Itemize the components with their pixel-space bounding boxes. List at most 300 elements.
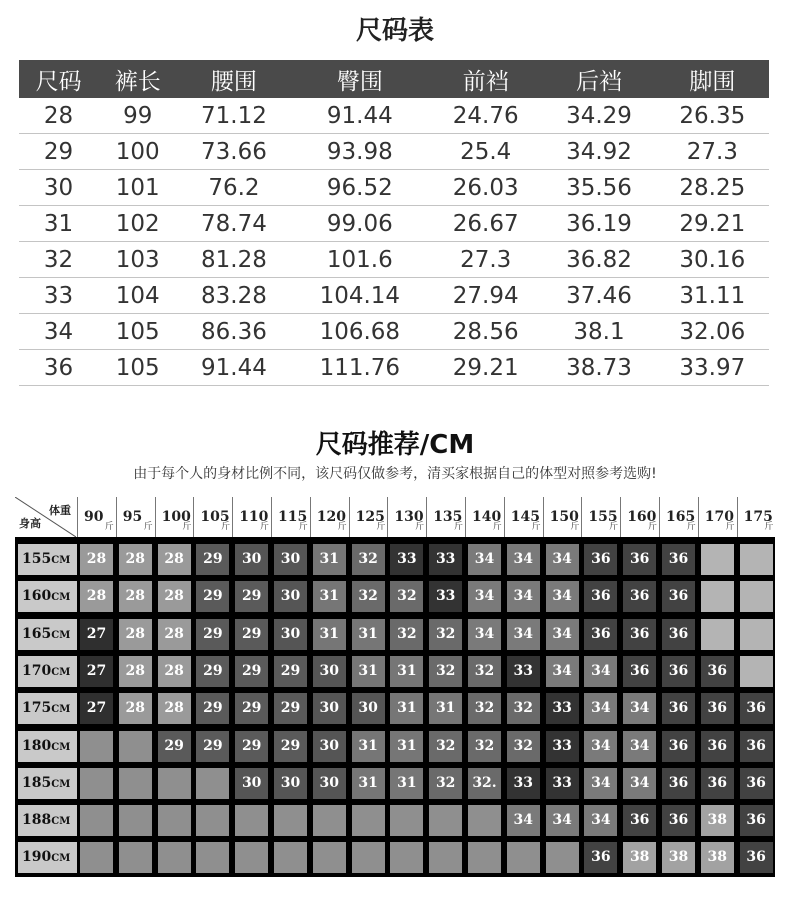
table-cell: 105 [98,350,177,386]
empty-cell [313,842,346,873]
size-cell: 30 [274,581,307,612]
size-cell: 32 [352,544,385,575]
empty-cell [429,842,462,873]
height-unit: CM [51,629,71,641]
empty-cell [274,842,307,873]
size-cell: 32. [468,768,501,799]
size-cell: 28 [119,544,152,575]
empty-cell [274,805,307,836]
size-cell: 36 [623,544,656,575]
table-cell: 29.21 [429,350,542,386]
table-cell: 36 [19,350,98,386]
height-value: 180 [22,737,52,754]
table-cell: 28.56 [429,314,542,350]
size-cell: 29 [158,731,191,762]
height-unit: CM [51,704,71,716]
size-cell: 30 [235,768,268,799]
size-cell: 28 [80,581,113,612]
size-cell: 34 [468,619,501,650]
table-cell: 33.97 [656,350,769,386]
weight-unit: 斤 [376,522,386,532]
weight-header-cell [310,497,349,537]
table-cell: 106.68 [291,314,429,350]
weight-value: 90 [84,509,104,525]
empty-cell [701,544,734,575]
weight-value: 135 [433,509,463,525]
size-cell: 30 [274,544,307,575]
weight-unit: 斤 [647,522,657,532]
empty-cell [119,805,152,836]
size-cell: 34 [623,693,656,724]
empty-cell [740,581,773,612]
table-cell: 91.44 [177,350,290,386]
table-cell: 31 [19,206,98,242]
size-cell: 38 [662,842,695,873]
table-row [19,98,769,134]
height-row [15,619,775,650]
size-cell: 28 [158,619,191,650]
size-cell: 34 [546,581,579,612]
size-cell: 28 [119,581,152,612]
size-cell: 36 [584,581,617,612]
empty-cell [701,581,734,612]
table-row [19,350,769,386]
height-value: 185 [22,774,52,791]
table-cell: 32.06 [656,314,769,350]
table-cell: 38.1 [542,314,655,350]
table-row [19,206,769,242]
table-cell: 27.3 [656,134,769,170]
empty-cell [429,805,462,836]
height-unit: CM [51,592,71,604]
size-cell: 34 [584,805,617,836]
size-cell: 36 [662,581,695,612]
header-hip: 臀围 [291,60,429,98]
size-cell: 29 [196,656,229,687]
weight-value: 155 [588,509,618,525]
height-value: 190 [22,849,52,866]
table-cell: 28.25 [656,170,769,206]
size-cell: 31 [429,693,462,724]
size-cell: 36 [662,619,695,650]
empty-cell [390,842,423,873]
header-back-rise: 后裆 [542,60,655,98]
weight-unit: 斤 [725,522,735,532]
corner-weight-label: 体重 [49,504,71,517]
table-cell: 27.94 [429,278,542,314]
height-value: 188 [22,812,52,829]
size-cell: 34 [468,544,501,575]
empty-cell [158,805,191,836]
size-recommend-grid [15,497,775,877]
table-cell: 31.11 [656,278,769,314]
weight-value: 110 [239,509,269,525]
size-cell: 32 [507,693,540,724]
size-cell: 32 [429,619,462,650]
table-cell: 103 [98,242,177,278]
size-cell: 33 [429,544,462,575]
table-cell: 29 [19,134,98,170]
size-cell: 32 [390,581,423,612]
empty-cell [740,544,773,575]
table-cell: 104.14 [291,278,429,314]
table-cell: 29.21 [656,206,769,242]
table-row [19,242,769,278]
size-cell: 31 [352,768,385,799]
recommend-title: 尺码推荐/CM [315,430,475,460]
height-row [15,731,775,762]
size-cell: 36 [740,693,773,724]
height-row [15,693,775,724]
size-cell: 29 [196,731,229,762]
table-cell: 86.36 [177,314,290,350]
weight-header-cell [232,497,271,537]
table-cell: 25.4 [429,134,542,170]
size-cell: 30 [274,619,307,650]
size-cell: 33 [429,581,462,612]
height-label [18,731,77,762]
size-cell: 32 [352,581,385,612]
size-cell: 33 [546,768,579,799]
height-label [18,768,77,799]
size-cell: 36 [740,842,773,873]
size-cell: 32 [429,731,462,762]
height-label [18,842,77,873]
size-cell: 36 [662,805,695,836]
size-cell: 29 [274,693,307,724]
size-cell: 28 [119,656,152,687]
weight-unit: 斤 [415,522,425,532]
empty-cell [80,731,113,762]
empty-cell [196,842,229,873]
height-value: 165 [22,625,52,642]
size-cell: 32 [507,731,540,762]
header-size: 尺码 [19,60,98,98]
empty-cell [119,731,152,762]
weight-header-cell [659,497,698,537]
weight-value: 165 [666,509,696,525]
empty-cell [313,805,346,836]
weight-value: 115 [278,509,308,525]
grid-corner [15,497,76,537]
size-cell: 29 [235,693,268,724]
size-chart-body [19,98,769,386]
weight-header-cell [698,497,737,537]
size-cell: 34 [584,731,617,762]
size-cell: 30 [274,768,307,799]
table-cell: 38.73 [542,350,655,386]
height-unit: CM [51,853,71,865]
table-cell: 81.28 [177,242,290,278]
table-cell: 34.29 [542,98,655,134]
size-cell: 31 [390,768,423,799]
weight-unit: 斤 [764,522,774,532]
size-cell: 32 [468,693,501,724]
table-cell: 36.82 [542,242,655,278]
size-cell: 34 [584,768,617,799]
height-label [18,581,77,612]
weight-unit: 斤 [259,522,269,532]
table-cell: 28 [19,98,98,134]
size-cell: 36 [701,768,734,799]
weight-unit: 斤 [686,522,696,532]
size-cell: 29 [196,693,229,724]
table-cell: 104 [98,278,177,314]
height-label [18,805,77,836]
weight-header-cell [543,497,582,537]
empty-cell [468,805,501,836]
weight-header-cell [465,497,504,537]
table-cell: 26.67 [429,206,542,242]
size-cell: 34 [584,693,617,724]
table-cell: 35.56 [542,170,655,206]
size-cell: 30 [313,693,346,724]
size-cell: 30 [235,544,268,575]
size-cell: 30 [313,768,346,799]
weight-unit: 斤 [337,522,347,532]
empty-cell [235,842,268,873]
size-cell: 38 [701,842,734,873]
empty-cell [235,805,268,836]
size-cell: 31 [390,656,423,687]
size-cell: 34 [507,805,540,836]
weight-value: 125 [355,509,385,525]
weight-value: 175 [743,509,773,525]
height-value: 170 [22,662,52,679]
size-cell: 32 [429,768,462,799]
table-cell: 37.46 [542,278,655,314]
weight-value: 100 [161,509,191,525]
size-cell: 36 [584,544,617,575]
size-cell: 29 [274,656,307,687]
height-row [15,768,775,799]
empty-cell [507,842,540,873]
size-cell: 32 [468,731,501,762]
size-cell: 27 [80,619,113,650]
empty-cell [701,619,734,650]
size-cell: 31 [352,619,385,650]
size-cell: 34 [546,619,579,650]
weight-unit: 斤 [143,522,153,532]
weight-unit: 斤 [570,522,580,532]
size-cell: 28 [80,544,113,575]
height-unit: CM [51,741,71,753]
table-cell: 27.3 [429,242,542,278]
height-row [15,656,775,687]
table-row [19,314,769,350]
size-cell: 32 [468,656,501,687]
size-cell: 36 [623,656,656,687]
empty-cell [546,842,579,873]
empty-cell [196,768,229,799]
size-cell: 27 [80,656,113,687]
size-cell: 31 [390,693,423,724]
height-value: 160 [22,588,52,605]
table-cell: 33 [19,278,98,314]
table-cell: 32 [19,242,98,278]
height-row [15,805,775,836]
size-cell: 29 [235,731,268,762]
size-cell: 36 [662,656,695,687]
header-leg-opening: 脚围 [656,60,769,98]
empty-cell [158,768,191,799]
table-cell: 78.74 [177,206,290,242]
table-cell: 34.92 [542,134,655,170]
weight-header-cell [77,497,116,537]
weight-header-cell [737,497,776,537]
header-front-rise: 前裆 [429,60,542,98]
table-cell: 102 [98,206,177,242]
size-cell: 28 [158,656,191,687]
table-cell: 96.52 [291,170,429,206]
header-waist: 腰围 [177,60,290,98]
table-cell: 111.76 [291,350,429,386]
empty-cell [158,842,191,873]
height-unit: CM [51,555,71,566]
table-row [19,278,769,314]
height-unit: CM [51,666,71,678]
weight-unit: 斤 [531,522,541,532]
size-cell: 36 [701,731,734,762]
table-cell: 36.19 [542,206,655,242]
size-cell: 31 [390,731,423,762]
table-cell: 26.03 [429,170,542,206]
weight-value: 105 [200,509,230,525]
size-cell: 34 [546,656,579,687]
weight-unit: 斤 [298,522,308,532]
weight-header-row [15,497,775,537]
weight-unit: 斤 [453,522,463,532]
height-label [18,693,77,724]
empty-cell [196,805,229,836]
size-cell: 30 [313,656,346,687]
size-cell: 34 [546,544,579,575]
size-cell: 29 [196,544,229,575]
size-cell: 36 [662,693,695,724]
empty-cell [119,842,152,873]
size-cell: 34 [623,731,656,762]
weight-unit: 斤 [221,522,231,532]
size-cell: 36 [701,656,734,687]
height-label [18,619,77,650]
size-cell: 28 [158,544,191,575]
weight-value: 160 [627,509,657,525]
height-label [18,544,77,575]
weight-unit: 斤 [492,522,502,532]
empty-cell [119,768,152,799]
corner-height-label: 身高 [19,517,41,530]
size-cell: 29 [196,619,229,650]
size-cell: 36 [701,693,734,724]
table-cell: 34 [19,314,98,350]
weight-unit: 斤 [182,522,192,532]
size-cell: 27 [80,693,113,724]
weight-header-cell [504,497,543,537]
size-chart-title: 尺码表 [355,16,434,46]
weight-value: 150 [549,509,579,525]
weight-value: 120 [316,509,347,525]
table-cell: 30.16 [656,242,769,278]
size-cell: 34 [507,544,540,575]
table-cell: 101.6 [291,242,429,278]
height-value: 175 [22,700,52,717]
size-cell: 36 [584,619,617,650]
height-value: 155 [22,551,52,567]
weight-value: 130 [394,509,424,525]
size-cell: 36 [662,768,695,799]
size-cell: 29 [235,619,268,650]
empty-cell [740,656,773,687]
table-cell: 101 [98,170,177,206]
table-cell: 24.76 [429,98,542,134]
table-row [19,134,769,170]
size-cell: 36 [623,805,656,836]
empty-cell [352,842,385,873]
height-row [15,544,775,575]
size-chart-header-row [19,60,769,98]
size-cell: 36 [662,731,695,762]
table-cell: 26.35 [656,98,769,134]
weight-header-cell [349,497,388,537]
size-cell: 29 [235,656,268,687]
size-cell: 34 [507,619,540,650]
table-cell: 99.06 [291,206,429,242]
size-cell: 34 [468,581,501,612]
size-cell: 36 [740,805,773,836]
size-cell: 30 [352,693,385,724]
size-cell: 34 [507,581,540,612]
weight-header-cell [426,497,465,537]
size-cell: 36 [740,768,773,799]
table-cell: 73.66 [177,134,290,170]
weight-unit: 斤 [104,522,114,532]
size-cell: 31 [313,581,346,612]
size-cell: 38 [701,805,734,836]
weight-unit: 斤 [609,522,619,532]
height-unit: CM [51,816,71,828]
weight-header-cell [581,497,620,537]
weight-value: 140 [472,509,502,525]
size-cell: 31 [352,731,385,762]
size-cell: 38 [623,842,656,873]
empty-cell [80,768,113,799]
size-cell: 33 [546,693,579,724]
recommend-note: 由于每个人的身材比例不同，该尺码仅做参考，清买家根据自己的体型对照参考选购! [133,466,657,482]
size-cell: 36 [623,619,656,650]
height-unit: CM [51,778,71,790]
size-cell: 36 [623,581,656,612]
size-cell: 36 [584,842,617,873]
header-length: 裤长 [98,60,177,98]
table-cell: 99 [98,98,177,134]
weight-header-cell [387,497,426,537]
size-cell: 29 [274,731,307,762]
table-cell: 30 [19,170,98,206]
weight-value: 170 [704,509,735,525]
height-label [18,656,77,687]
height-row [15,581,775,612]
table-cell: 100 [98,134,177,170]
size-cell: 36 [740,731,773,762]
table-cell: 93.98 [291,134,429,170]
size-cell: 33 [546,731,579,762]
weight-header-cell [193,497,232,537]
table-cell: 83.28 [177,278,290,314]
size-cell: 28 [158,693,191,724]
size-cell: 33 [507,656,540,687]
size-cell: 36 [662,544,695,575]
table-cell: 105 [98,314,177,350]
